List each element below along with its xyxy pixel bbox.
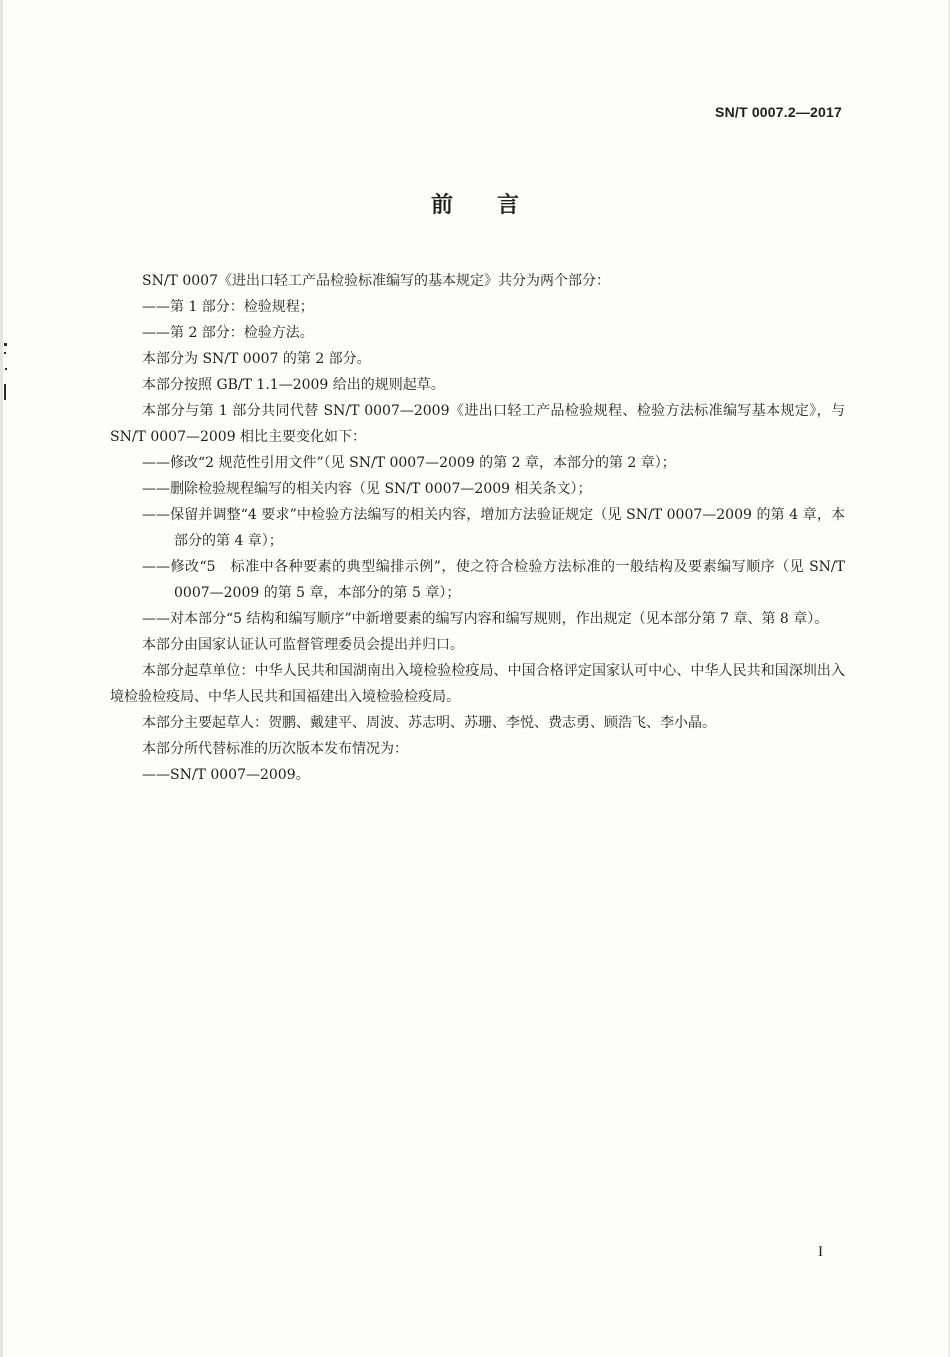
scan-mark [5,368,7,370]
page-title: 前言 [430,193,563,218]
list-item: ——第 1 部分：检验规程； [142,299,314,315]
list-item: ——修改“5 标准中各种要素的典型编排示例”，使之符合检验方法标准的一般结构及要素编写顺序（见 SN/T 0007—2009 的第 5 章，本部分的第 5 章）； [142,559,845,601]
paragraph: 本部分与第 1 部分共同代替 SN/T 0007—2009《进出口轻工产品检验规程、检验方法标准编写基本规定》，与 SN/T 0007—2009 相比主要变化如下： [110,403,845,445]
scan-mark [4,384,6,400]
standard-number: SN/T 0007.2—2017 [715,104,842,120]
foreword-body [110,268,845,788]
paragraph: 本部分所代替标准的历次版本发布情况为： [142,741,408,757]
list-item: ——修改“2 规范性引用文件”（见 SN/T 0007—2009 的第 2 章，本部分的第 2 章）； [142,455,676,471]
paragraph: 本部分由国家认证认可监督管理委员会提出并归口。 [142,637,464,653]
list-item: ——第 2 部分：检验方法。 [142,325,314,341]
scan-mark [4,343,7,346]
page-number: I [818,1244,823,1260]
list-item: ——保留并调整“4 要求”中检验方法编写的相关内容，增加方法验证规定（见 SN/T 0007—2009 的第 4 章，本部分的第 4 章）； [142,507,845,549]
paragraph: 本部分主要起草人：贺鹏、戴建平、周波、苏志明、苏珊、李悦、费志勇、顾浩飞、李小晶。 [142,715,716,731]
list-item: ——删除检验规程编写的相关内容（见 SN/T 0007—2009 相关条文）； [142,481,592,497]
paragraph: 本部分起草单位：中华人民共和国湖南出入境检验检疫局、中国合格评定国家认可中心、中华人民共和国深圳出入境检验检疫局、中华人民共和国福建出入境检验检疫局。 [110,663,845,705]
scan-mark [4,352,6,354]
list-item: ——SN/T 0007—2009。 [142,767,310,783]
list-item: ——对本部分“5 结构和编写顺序”中新增要素的编写内容和编写规则，作出规定（见本部分第 7 章、第 8 章）。 [142,611,829,627]
paragraph: 本部分为 SN/T 0007 的第 2 部分。 [142,351,371,367]
paragraph: SN/T 0007《进出口轻工产品检验标准编写的基本规定》共分为两个部分： [142,273,610,289]
paragraph: 本部分按照 GB/T 1.1—2009 给出的规则起草。 [142,377,445,393]
